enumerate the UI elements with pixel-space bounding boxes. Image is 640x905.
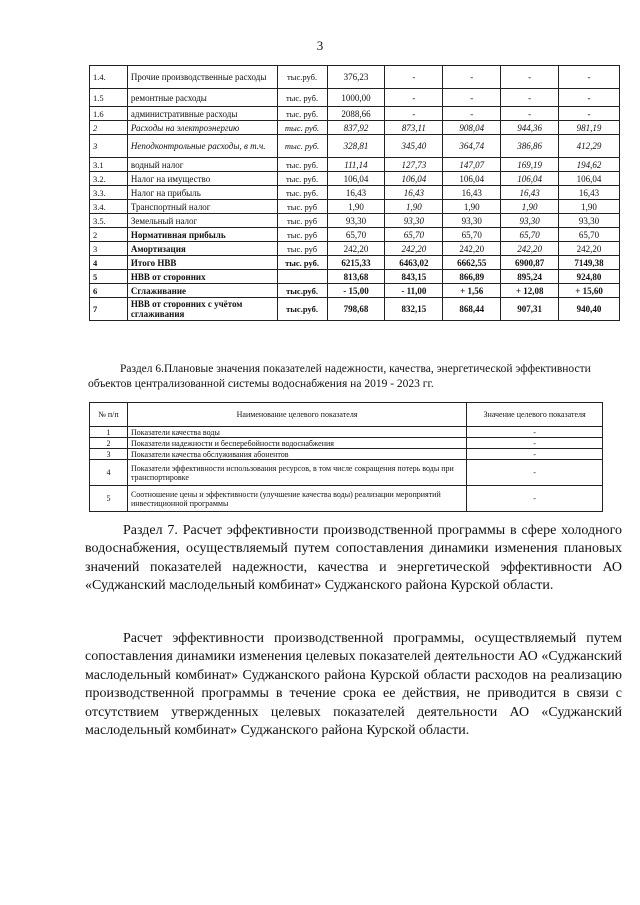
row-name: Расходы на электроэнергию [127,121,277,135]
indicator-value: - [467,438,603,449]
row-unit: тыс. руб. [277,89,327,107]
row-value: - [443,89,501,107]
row-name: Итого НВВ [127,256,277,270]
row-unit: тыс. руб. [277,107,327,121]
indicator-number: 4 [90,460,128,486]
cost-table [89,65,620,321]
table-row [90,427,603,438]
row-unit: тыс.руб. [277,298,327,321]
row-value: 6900,87 [501,256,559,270]
row-value: 981,19 [559,121,620,135]
row-unit: тыс.руб. [277,66,327,89]
row-value: 93,30 [443,214,501,228]
page-number: 3 [316,38,324,53]
row-value: 16,43 [559,186,620,200]
indicator-value: - [467,460,603,486]
row-value: 798,68 [327,298,385,321]
row-unit [277,270,327,284]
table-row [90,438,603,449]
row-value: 169,19 [501,158,559,172]
indicator-number: 1 [90,427,128,438]
row-value: 1,90 [501,200,559,214]
row-unit: тыс. руб [277,228,327,242]
row-number: 2 [90,228,128,242]
row-value: 873,11 [385,121,443,135]
header-no: № п/п [90,403,128,427]
table-row [90,214,620,228]
row-unit: тыс. руб. [277,186,327,200]
row-unit: тыс. руб [277,200,327,214]
row-value: 907,31 [501,298,559,321]
row-name: ремонтные расходы [127,89,277,107]
row-value: 843,15 [385,270,443,284]
row-value: - [385,107,443,121]
row-number: 1.5 [90,89,128,107]
section7-paragraph: Расчет эффективности производственной программы, осуществляемый путем сопоставления динамики изменения целевых показателей деятельности АО «Суджанский маслодельный комбинат» Суджанского района Курской области расходов на реализацию производственной программы в течение срока ее действия, не приводится в связи с отсутствием утвержденных целевых показателей деятельности АО «Суджанский маслодельный комбинат» Суджанского района Курской области. [85,631,622,739]
row-unit: тыс. руб. [277,158,327,172]
row-value: 93,30 [559,214,620,228]
row-value: 364,74 [443,135,501,158]
table-row [90,200,620,214]
row-value: 7149,38 [559,256,620,270]
row-number: 1.6 [90,107,128,121]
row-value: 6662,55 [443,256,501,270]
table-row [90,256,620,270]
row-name: Прочие производственные расходы [127,66,277,89]
table-row [90,460,603,486]
row-value: + 12,08 [501,284,559,298]
row-value: 242,20 [443,242,501,256]
row-value: 837,92 [327,121,385,135]
row-value: 924,80 [559,270,620,284]
row-value: 386,86 [501,135,559,158]
row-value: - 15,00 [327,284,385,298]
row-value: 242,20 [501,242,559,256]
row-value: 412,29 [559,135,620,158]
row-number: 4 [90,256,128,270]
row-value: 65,70 [559,228,620,242]
row-value: 242,20 [327,242,385,256]
row-value: - [501,66,559,89]
row-value: - [385,89,443,107]
indicator-number: 3 [90,449,128,460]
table-row [90,172,620,186]
row-name: Неподконтрольные расходы, в т.ч. [127,135,277,158]
row-value: 328,81 [327,135,385,158]
row-value: 832,15 [385,298,443,321]
row-value: 1,90 [443,200,501,214]
row-number: 3.2. [90,172,128,186]
row-value: + 15,60 [559,284,620,298]
row-value: - 11,00 [385,284,443,298]
table-row [90,449,603,460]
row-value: 106,04 [443,172,501,186]
row-value: 106,04 [327,172,385,186]
row-value: 1,90 [559,200,620,214]
row-name: водный налог [127,158,277,172]
indicator-name: Показатели надежности и бесперебойности водоснабжения [127,438,466,449]
row-value: - [559,107,620,121]
row-value: - [443,66,501,89]
table-row [90,298,620,321]
row-value: 895,24 [501,270,559,284]
row-value: 1,90 [385,200,443,214]
row-value: + 1,56 [443,284,501,298]
row-value: 908,04 [443,121,501,135]
row-value: 16,43 [443,186,501,200]
indicator-value: - [467,449,603,460]
indicator-number: 2 [90,438,128,449]
row-value: 1,90 [327,200,385,214]
table-row [90,284,620,298]
indicator-value: - [467,486,603,512]
row-number: 6 [90,284,128,298]
row-name: административные расходы [127,107,277,121]
row-number: 3.3. [90,186,128,200]
row-value: 16,43 [501,186,559,200]
row-value: 65,70 [443,228,501,242]
indicator-number: 5 [90,486,128,512]
row-value: - [443,107,501,121]
table-row [90,486,603,512]
row-value: 940,40 [559,298,620,321]
row-value: 93,30 [385,214,443,228]
row-value: - [501,107,559,121]
row-value: - [559,66,620,89]
table-row [90,270,620,284]
row-value: 813,68 [327,270,385,284]
indicator-value: - [467,427,603,438]
row-name: Земельный налог [127,214,277,228]
row-name: Налог на имущество [127,172,277,186]
row-value: 242,20 [385,242,443,256]
row-unit: тыс. руб. [277,256,327,270]
row-value: 6215,33 [327,256,385,270]
row-unit: тыс. руб [277,214,327,228]
row-value: 65,70 [327,228,385,242]
row-value: 194,62 [559,158,620,172]
row-name: НВВ от сторонних с учётом сглаживания [127,298,277,321]
row-value: 93,30 [501,214,559,228]
row-value: 944,36 [501,121,559,135]
row-value: 16,43 [327,186,385,200]
table-row [90,107,620,121]
row-value: 1000,00 [327,89,385,107]
table-row [90,242,620,256]
header-value: Значение целевого показателя [467,403,603,427]
row-value: 127,73 [385,158,443,172]
table-row [90,135,620,158]
header-name: Наименование целевого показателя [127,403,466,427]
row-value: 65,70 [385,228,443,242]
indicator-name: Показатели эффективности использования ресурсов, в том числе сокращения потерь воды при транспортировке [127,460,466,486]
indicator-name: Соотношение цены и эффективности (улучшение качества воды) реализации мероприятий инвестиционной программы [127,486,466,512]
row-unit: тыс. руб [277,242,327,256]
row-name: Транспортный налог [127,200,277,214]
row-value: 147,07 [443,158,501,172]
row-value: 106,04 [501,172,559,186]
indicator-name: Показатели качества обслуживания абонентов [127,449,466,460]
target-indicators-table [89,402,603,512]
row-value: 111,14 [327,158,385,172]
row-name: НВВ от сторонних [127,270,277,284]
row-value: 106,04 [559,172,620,186]
row-number: 1.4. [90,66,128,89]
row-value: 376,23 [327,66,385,89]
row-unit: тыс. руб. [277,172,327,186]
table-row [90,66,620,89]
row-value: 93,30 [327,214,385,228]
row-number: 3.1 [90,158,128,172]
row-number: 3 [90,135,128,158]
row-value: 2088,66 [327,107,385,121]
row-value: 106,04 [385,172,443,186]
row-value: 868,44 [443,298,501,321]
section6-heading: Раздел 6.Плановые значения показателей надежности, качества, энергетической эффективности объектов централизованной системы водоснабжения на 2019 - 2023 гг. [88,363,591,390]
row-name: Нормативная прибыль [127,228,277,242]
row-number: 2 [90,121,128,135]
row-number: 7 [90,298,128,321]
table-row [90,158,620,172]
row-number: 3.4. [90,200,128,214]
table-row [90,228,620,242]
row-number: 5 [90,270,128,284]
row-number: 3.5. [90,214,128,228]
indicator-name: Показатели качества воды [127,427,466,438]
row-number: 3 [90,242,128,256]
row-unit: тыс. руб. [277,121,327,135]
row-value: 242,20 [559,242,620,256]
row-value: 345,40 [385,135,443,158]
row-name: Сглаживание [127,284,277,298]
row-name: Налог на прибыль [127,186,277,200]
table-row [90,186,620,200]
row-value: - [385,66,443,89]
table-row [90,89,620,107]
row-value: 16,43 [385,186,443,200]
row-name: Амортизация [127,242,277,256]
table-row [90,121,620,135]
row-value: - [559,89,620,107]
row-value: 6463,02 [385,256,443,270]
row-value: - [501,89,559,107]
row-value: 65,70 [501,228,559,242]
row-value: 866,89 [443,270,501,284]
row-unit: тыс. руб. [277,135,327,158]
row-unit: тыс.руб. [277,284,327,298]
section7-heading: Раздел 7. Расчет эффективности производственной программы в сфере холодного водоснабжения, осуществляемый путем сопоставления динамики изменения плановых значений показателей надежности, качества и энергетической эффективности АО «Суджанский маслодельный комбинат» Суджанского района Курской области. [85,523,622,594]
